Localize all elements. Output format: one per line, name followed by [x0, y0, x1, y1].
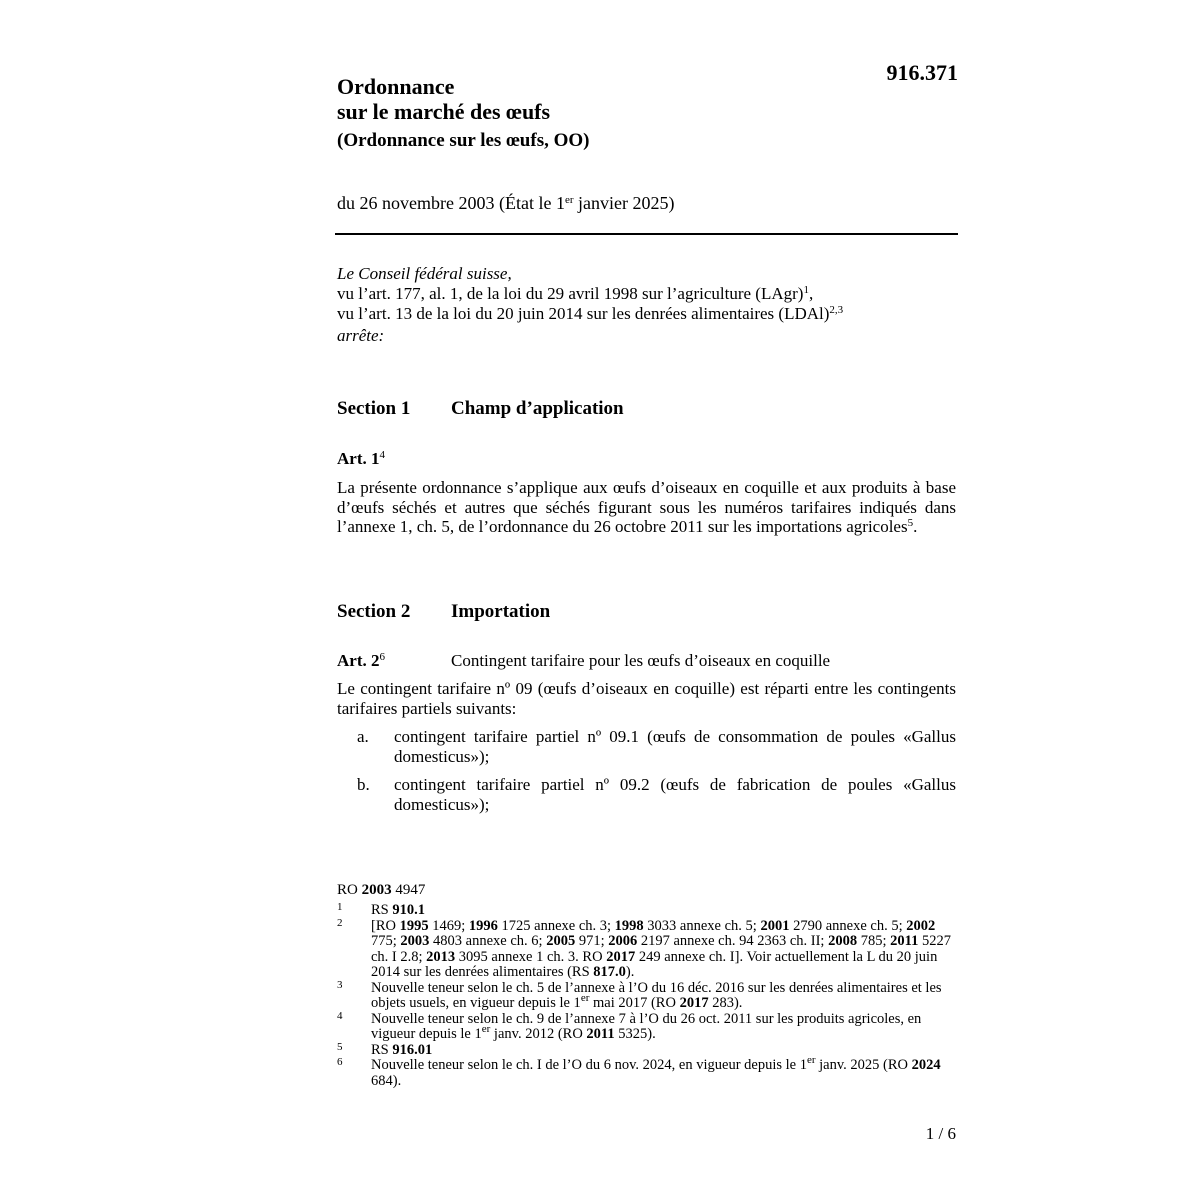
section-1-heading: Section 1 Champ d’application: [337, 398, 624, 419]
footnote-4: 4 Nouvelle teneur selon le ch. 9 de l’annexe 7 à l’O du 26 oct. 2011 sur les produits agricoles, en vigueur depuis le 1er janv. 2012 (RO 2011 5325).: [337, 1009, 922, 1042]
list-item: [357, 775, 956, 814]
section-2-heading: Section 2 Importation: [337, 601, 551, 622]
footnote-ref-1[interactable]: 1: [803, 284, 809, 296]
footnote-1: 1 RS 910.1: [337, 901, 425, 918]
preamble: [337, 264, 843, 346]
ordinance-date: du 26 novembre 2003 (État le 1er janvier 2025): [337, 193, 675, 213]
footnotes: [337, 903, 956, 1089]
preamble-authority: Le Conseil fédéral suisse,: [337, 264, 512, 283]
list-item-text: contingent tarifaire partiel nº 09.2 (œufs de fabrication de poules «Gallus domesticus»);: [394, 775, 956, 814]
ordinance-short-title: (Ordonnance sur les œufs, OO): [337, 130, 590, 151]
list-item-letter: a.: [357, 727, 369, 746]
ordinance-title: [337, 74, 550, 124]
art-2-intro: Le contingent tarifaire nº 09 (œufs d’oiseaux en coquille) est réparti entre les contingents tarifaires partiels suivants:: [337, 679, 956, 718]
footnote-ref-5[interactable]: 5: [907, 517, 914, 529]
footnote-ref-2-3[interactable]: 2,3: [829, 304, 844, 316]
preamble-decree: arrête:: [337, 326, 385, 345]
footnote-5: 5 RS 916.01: [337, 1040, 433, 1058]
sr-number: 916.371: [886, 60, 958, 85]
list-item-letter: b.: [357, 775, 370, 794]
list-item-text: contingent tarifaire partiel nº 09.1 (œufs de consommation de poules «Gallus domesticus»);: [394, 727, 956, 766]
document-page: [337, 60, 958, 1160]
art-2-heading: Art. $2^6$ Contingent tarifaire pour les œufs d’oiseaux en coquille: [337, 651, 831, 670]
preamble-line-1: vu l’art. 177, al. 1, de la loi du 29 avril 1998 sur l’agriculture (LAgr)$^1$,: [337, 284, 814, 303]
footnote-6: 6 Nouvelle teneur selon le ch. I de l’O du 6 nov. 2024, en vigueur depuis le 1er janv. 2025 (RO 2024 684).: [337, 1054, 941, 1089]
footnote-3: 3 Nouvelle teneur selon le ch. 5 de l’annexe à l’O du 16 déc. 2016 sur les denrées alimentaires et les objets usuels, en vigueur depuis le 1er mai 2017 (RO 2017 283).: [337, 978, 942, 1011]
footnote-2: 2 [RO 1995 1469; 1996 1725 annexe ch. 3; 1998 3033 annexe ch. 5; 2001 2790 annexe ch. 5; 2002 775; 2003 4803 annexe ch. 6; 2005 971; 2006 2197 annexe ch. 94 2363 ch. II; 2008 785; 2011 5227 ch. I 2.8; 2013 3095 annexe 1 ch. 3. RO 2017 249 annexe ch. I]. Voir actuellement la L du 20 juin 2014 sur les denrées alimentaires (RS 817.0).: [337, 916, 951, 980]
list-item: [357, 727, 956, 766]
art-1-heading: Art. $1^4$: [337, 449, 385, 468]
header-divider: [335, 233, 958, 235]
footnote-ref-6[interactable]: 6: [379, 651, 385, 663]
page-number: 1 / 6: [925, 1124, 956, 1143]
title-line-1: Ordonnance: [337, 74, 455, 99]
preamble-line-2: vu l’art. 13 de la loi du 20 juin 2014 sur les denrées alimentaires (LDAl)$^{2,3}$: [337, 304, 844, 323]
art-1-text: La présente ordonnance s’applique aux œufs d’oiseaux en coquille et aux produits à base d’œufs séchés et autres que séchés figurant sous les numéros tarifaires indiqués dans l’annexe 1, ch. 5, de l’ordonnance du 26 octobre 2011 sur les importations agricoles$^5$.: [337, 478, 956, 536]
footnote-ref-4[interactable]: 4: [379, 449, 385, 461]
ro-reference: RO 2003 4947: [337, 882, 426, 898]
title-line-2: sur le marché des œufs: [337, 99, 551, 124]
